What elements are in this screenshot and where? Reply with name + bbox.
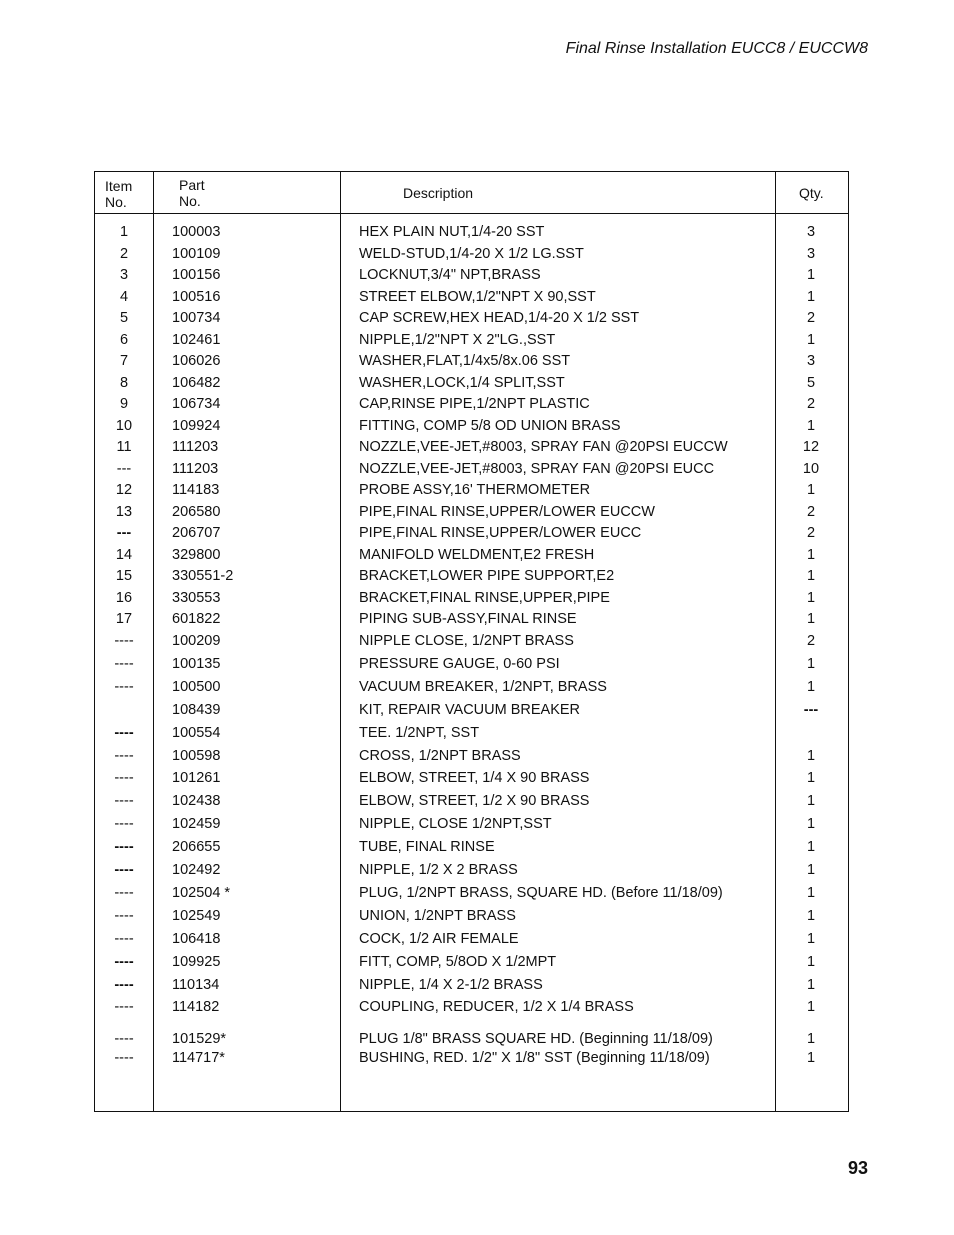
table-row (95, 654, 848, 674)
row-part-no: 100003 (172, 224, 221, 240)
row-part-no: 100135 (172, 655, 221, 672)
table-row (95, 588, 848, 608)
table-row (95, 416, 848, 436)
row-item-no: ---- (114, 724, 134, 741)
table-row (95, 791, 848, 811)
row-qty: 1 (806, 482, 816, 498)
row-qty: --- (803, 701, 819, 718)
row-item-no: ---- (114, 793, 134, 810)
row-item-no: 10 (115, 417, 133, 434)
row-part-no: 100156 (172, 267, 221, 283)
row-part-no: 100500 (172, 678, 221, 695)
row-part-no: 100554 (172, 724, 221, 741)
row-qty: 1 (806, 884, 816, 901)
row-description: CAP,RINSE PIPE,1/2NPT PLASTIC (359, 396, 590, 412)
row-item-no: ---- (114, 999, 134, 1016)
row-description: NIPPLE, CLOSE 1/2NPT,SST (359, 816, 552, 833)
row-part-no: 102459 (172, 816, 221, 833)
row-item-no: 14 (115, 546, 133, 563)
header-part-line2: No. (179, 193, 201, 209)
row-description: FITTING, COMP 5/8 OD UNION BRASS (359, 417, 621, 434)
row-description: PLUG, 1/2NPT BRASS, SQUARE HD. (Before 11/18/09) (359, 884, 723, 901)
row-item-no: --- (116, 525, 132, 541)
row-item-no: ---- (114, 907, 134, 924)
row-item-no: 3 (119, 267, 129, 283)
row-description: PLUG 1/8" BRASS SQUARE HD. (Beginning 11/18/09) (359, 1031, 713, 1047)
table-row (95, 394, 848, 414)
row-part-no: 106418 (172, 930, 221, 947)
table-row (95, 545, 848, 565)
table-row (95, 330, 848, 350)
row-qty: 1 (806, 611, 816, 627)
row-description: ELBOW, STREET, 1/4 X 90 BRASS (359, 770, 590, 787)
table-row (95, 677, 848, 697)
row-description: VACUUM BREAKER, 1/2NPT, BRASS (359, 678, 607, 695)
row-item-no: ---- (114, 816, 134, 833)
row-part-no: 102549 (172, 907, 221, 924)
row-part-no: 101529* (172, 1031, 227, 1047)
header-part-line1: Part (179, 177, 205, 193)
row-qty: 1 (806, 417, 816, 434)
table-row (95, 952, 848, 972)
row-part-no: 110134 (172, 976, 220, 993)
row-qty: 1 (806, 1050, 816, 1066)
row-qty: 2 (806, 633, 816, 649)
row-item-no: ---- (114, 770, 134, 787)
row-item-no: 8 (119, 374, 129, 391)
row-item-no: ---- (114, 1050, 134, 1066)
table-row (95, 631, 848, 651)
row-qty: 2 (806, 396, 816, 412)
table-row (95, 502, 848, 522)
row-description: FITT, COMP, 5/8OD X 1/2MPT (359, 953, 557, 970)
row-part-no: 102504 * (172, 884, 231, 901)
table-row (95, 883, 848, 903)
row-description: COUPLING, REDUCER, 1/2 X 1/4 BRASS (359, 999, 634, 1016)
row-part-no: 601822 (172, 611, 221, 627)
row-qty: 5 (806, 374, 816, 391)
row-qty: 1 (806, 770, 816, 787)
header-item-line2: No. (105, 194, 127, 210)
row-qty: 1 (806, 793, 816, 810)
row-description: MANIFOLD WELDMENT,E2 FRESH (359, 546, 595, 563)
row-part-no: 330553 (172, 589, 221, 606)
row-description: BRACKET,LOWER PIPE SUPPORT,E2 (359, 568, 615, 584)
row-description: ELBOW, STREET, 1/2 X 90 BRASS (359, 793, 590, 810)
table-row (95, 723, 848, 743)
row-part-no: 100209 (172, 633, 221, 649)
row-description: PIPE,FINAL RINSE,UPPER/LOWER EUCC (359, 525, 642, 541)
row-item-no: ---- (114, 655, 134, 672)
page-header-title: Final Rinse Installation EUCC8 / EUCCW8 (565, 40, 868, 57)
row-item-no: ---- (114, 953, 134, 970)
row-description: LOCKNUT,3/4" NPT,BRASS (359, 267, 541, 283)
row-item-no: 1 (119, 224, 129, 240)
row-description: UNION, 1/2NPT BRASS (359, 907, 516, 924)
row-description: NIPPLE, 1/4 X 2-1/2 BRASS (359, 976, 543, 993)
row-qty: 1 (806, 953, 816, 970)
table-row (95, 975, 848, 995)
row-qty: 1 (806, 678, 816, 695)
row-qty: 12 (802, 439, 820, 455)
row-item-no: 7 (119, 353, 129, 369)
row-item-no: 2 (119, 245, 129, 262)
table-row (95, 480, 848, 500)
row-description: PIPING SUB-ASSY,FINAL RINSE (359, 611, 577, 627)
table-row (95, 609, 848, 629)
row-qty: 1 (806, 839, 816, 856)
row-item-no: ---- (114, 930, 134, 947)
row-qty: 3 (806, 245, 816, 262)
row-description: NIPPLE,1/2"NPT X 2"LG.,SST (359, 331, 556, 348)
row-part-no: 100598 (172, 747, 221, 764)
row-qty: 3 (806, 224, 816, 240)
row-qty: 1 (806, 331, 816, 348)
row-description: COCK, 1/2 AIR FEMALE (359, 930, 519, 947)
parts-table (94, 171, 849, 1112)
row-item-no: 5 (119, 310, 129, 326)
row-description: HEX PLAIN NUT,1/4-20 SST (359, 224, 545, 240)
table-row (95, 222, 848, 242)
row-part-no: 100109 (172, 245, 221, 262)
row-part-no: 100734 (172, 310, 221, 326)
row-item-no: 13 (115, 503, 133, 520)
row-description: TUBE, FINAL RINSE (359, 839, 495, 856)
row-description: BRACKET,FINAL RINSE,UPPER,PIPE (359, 589, 610, 606)
row-description: NOZZLE,VEE-JET,#8003, SPRAY FAN @20PSI EUCC (359, 460, 715, 477)
row-part-no: 114183 (172, 482, 220, 498)
row-part-no: 102492 (172, 862, 221, 878)
table-row (95, 700, 848, 720)
row-description: TEE. 1/2NPT, SST (359, 724, 480, 741)
row-part-no: 206655 (172, 839, 221, 856)
table-row (95, 373, 848, 393)
row-item-no: ---- (114, 976, 134, 993)
row-description: CROSS, 1/2NPT BRASS (359, 747, 521, 764)
row-item-no: 16 (115, 589, 133, 606)
row-qty: 1 (806, 816, 816, 833)
row-part-no: 330551-2 (172, 568, 234, 584)
row-description: PROBE ASSY,16' THERMOMETER (359, 482, 591, 498)
row-qty: 1 (806, 655, 816, 672)
table-row (95, 308, 848, 328)
row-description: NIPPLE, 1/2 X 2 BRASS (359, 862, 518, 878)
row-item-no: ---- (114, 839, 134, 856)
table-row (95, 244, 848, 264)
row-description: PIPE,FINAL RINSE,UPPER/LOWER EUCCW (359, 503, 655, 520)
row-qty: 10 (802, 460, 820, 477)
table-row (95, 837, 848, 857)
row-description: WASHER,FLAT,1/4x5/8x.06 SST (359, 353, 571, 369)
row-qty: 2 (806, 525, 816, 541)
row-item-no: 15 (115, 568, 133, 584)
table-row (95, 997, 848, 1017)
row-description: KIT, REPAIR VACUUM BREAKER (359, 701, 581, 718)
row-part-no: 102438 (172, 793, 221, 810)
row-qty: 1 (806, 862, 816, 878)
row-qty: 1 (806, 546, 816, 563)
row-item-no: ---- (114, 862, 134, 878)
row-part-no: 108439 (172, 701, 221, 718)
table-row (95, 1048, 848, 1068)
row-part-no: 111203 (172, 439, 219, 455)
row-description: WELD-STUD,1/4-20 X 1/2 LG.SST (359, 245, 584, 262)
row-description: NIPPLE CLOSE, 1/2NPT BRASS (359, 633, 574, 649)
table-row (95, 265, 848, 285)
row-part-no: 106482 (172, 374, 221, 391)
row-item-no: 12 (115, 482, 133, 498)
table-row (95, 768, 848, 788)
header-description: Description (403, 185, 474, 201)
row-item-no: ---- (114, 633, 134, 649)
row-part-no: 329800 (172, 546, 221, 563)
row-part-no: 101261 (172, 770, 221, 787)
table-row (95, 1029, 848, 1049)
table-row (95, 523, 848, 543)
row-part-no: 102461 (172, 331, 221, 348)
row-part-no: 114182 (172, 999, 220, 1016)
table-row (95, 459, 848, 479)
row-item-no: 11 (116, 439, 132, 455)
table-row (95, 566, 848, 586)
row-item-no: 4 (119, 288, 129, 305)
row-part-no: 109924 (172, 417, 221, 434)
table-row (95, 746, 848, 766)
row-part-no: 106026 (172, 353, 221, 369)
row-qty: 1 (806, 747, 816, 764)
row-item-no: ---- (114, 747, 134, 764)
row-item-no: 9 (119, 396, 129, 412)
row-description: WASHER,LOCK,1/4 SPLIT,SST (359, 374, 565, 391)
row-qty: 1 (806, 568, 816, 584)
row-qty: 1 (806, 930, 816, 947)
row-description: CAP SCREW,HEX HEAD,1/4-20 X 1/2 SST (359, 310, 640, 326)
header-qty: Qty. (799, 185, 824, 201)
row-qty: 1 (806, 1031, 816, 1047)
row-part-no: 206707 (172, 525, 221, 541)
row-qty: 1 (806, 976, 816, 993)
table-row (95, 351, 848, 371)
table-row (95, 860, 848, 880)
row-qty: 1 (806, 267, 816, 283)
row-description: NOZZLE,VEE-JET,#8003, SPRAY FAN @20PSI EUCCW (359, 439, 728, 455)
row-qty: 1 (806, 288, 816, 305)
row-part-no: 109925 (172, 953, 221, 970)
row-part-no: 106734 (172, 396, 221, 412)
row-part-no: 206580 (172, 503, 221, 520)
header-item-line1: Item (105, 178, 133, 194)
table-row (95, 929, 848, 949)
row-qty: 1 (806, 999, 816, 1016)
row-qty: 1 (806, 589, 816, 606)
table-row (95, 437, 848, 457)
row-description: PRESSURE GAUGE, 0-60 PSI (359, 655, 560, 672)
row-part-no: 114717* (172, 1050, 225, 1066)
page-number: 93 (847, 1158, 868, 1178)
row-item-no: 17 (115, 611, 133, 627)
row-item-no: ---- (114, 1031, 134, 1047)
table-row (95, 814, 848, 834)
row-description: BUSHING, RED. 1/2" X 1/8" SST (Beginning 11/18/09) (359, 1050, 710, 1066)
table-row (95, 287, 848, 307)
row-item-no: --- (116, 460, 132, 477)
row-part-no: 100516 (172, 288, 221, 305)
table-row (95, 906, 848, 926)
table-body (95, 172, 848, 1111)
row-qty: 2 (806, 503, 816, 520)
row-qty: 2 (806, 310, 816, 326)
row-item-no: ---- (114, 884, 134, 901)
row-item-no: 6 (119, 331, 129, 348)
row-qty: 3 (806, 353, 816, 369)
row-item-no: ---- (114, 678, 134, 695)
row-description: STREET ELBOW,1/2"NPT X 90,SST (359, 288, 596, 305)
row-part-no: 111203 (172, 460, 219, 477)
row-qty: 1 (806, 907, 816, 924)
